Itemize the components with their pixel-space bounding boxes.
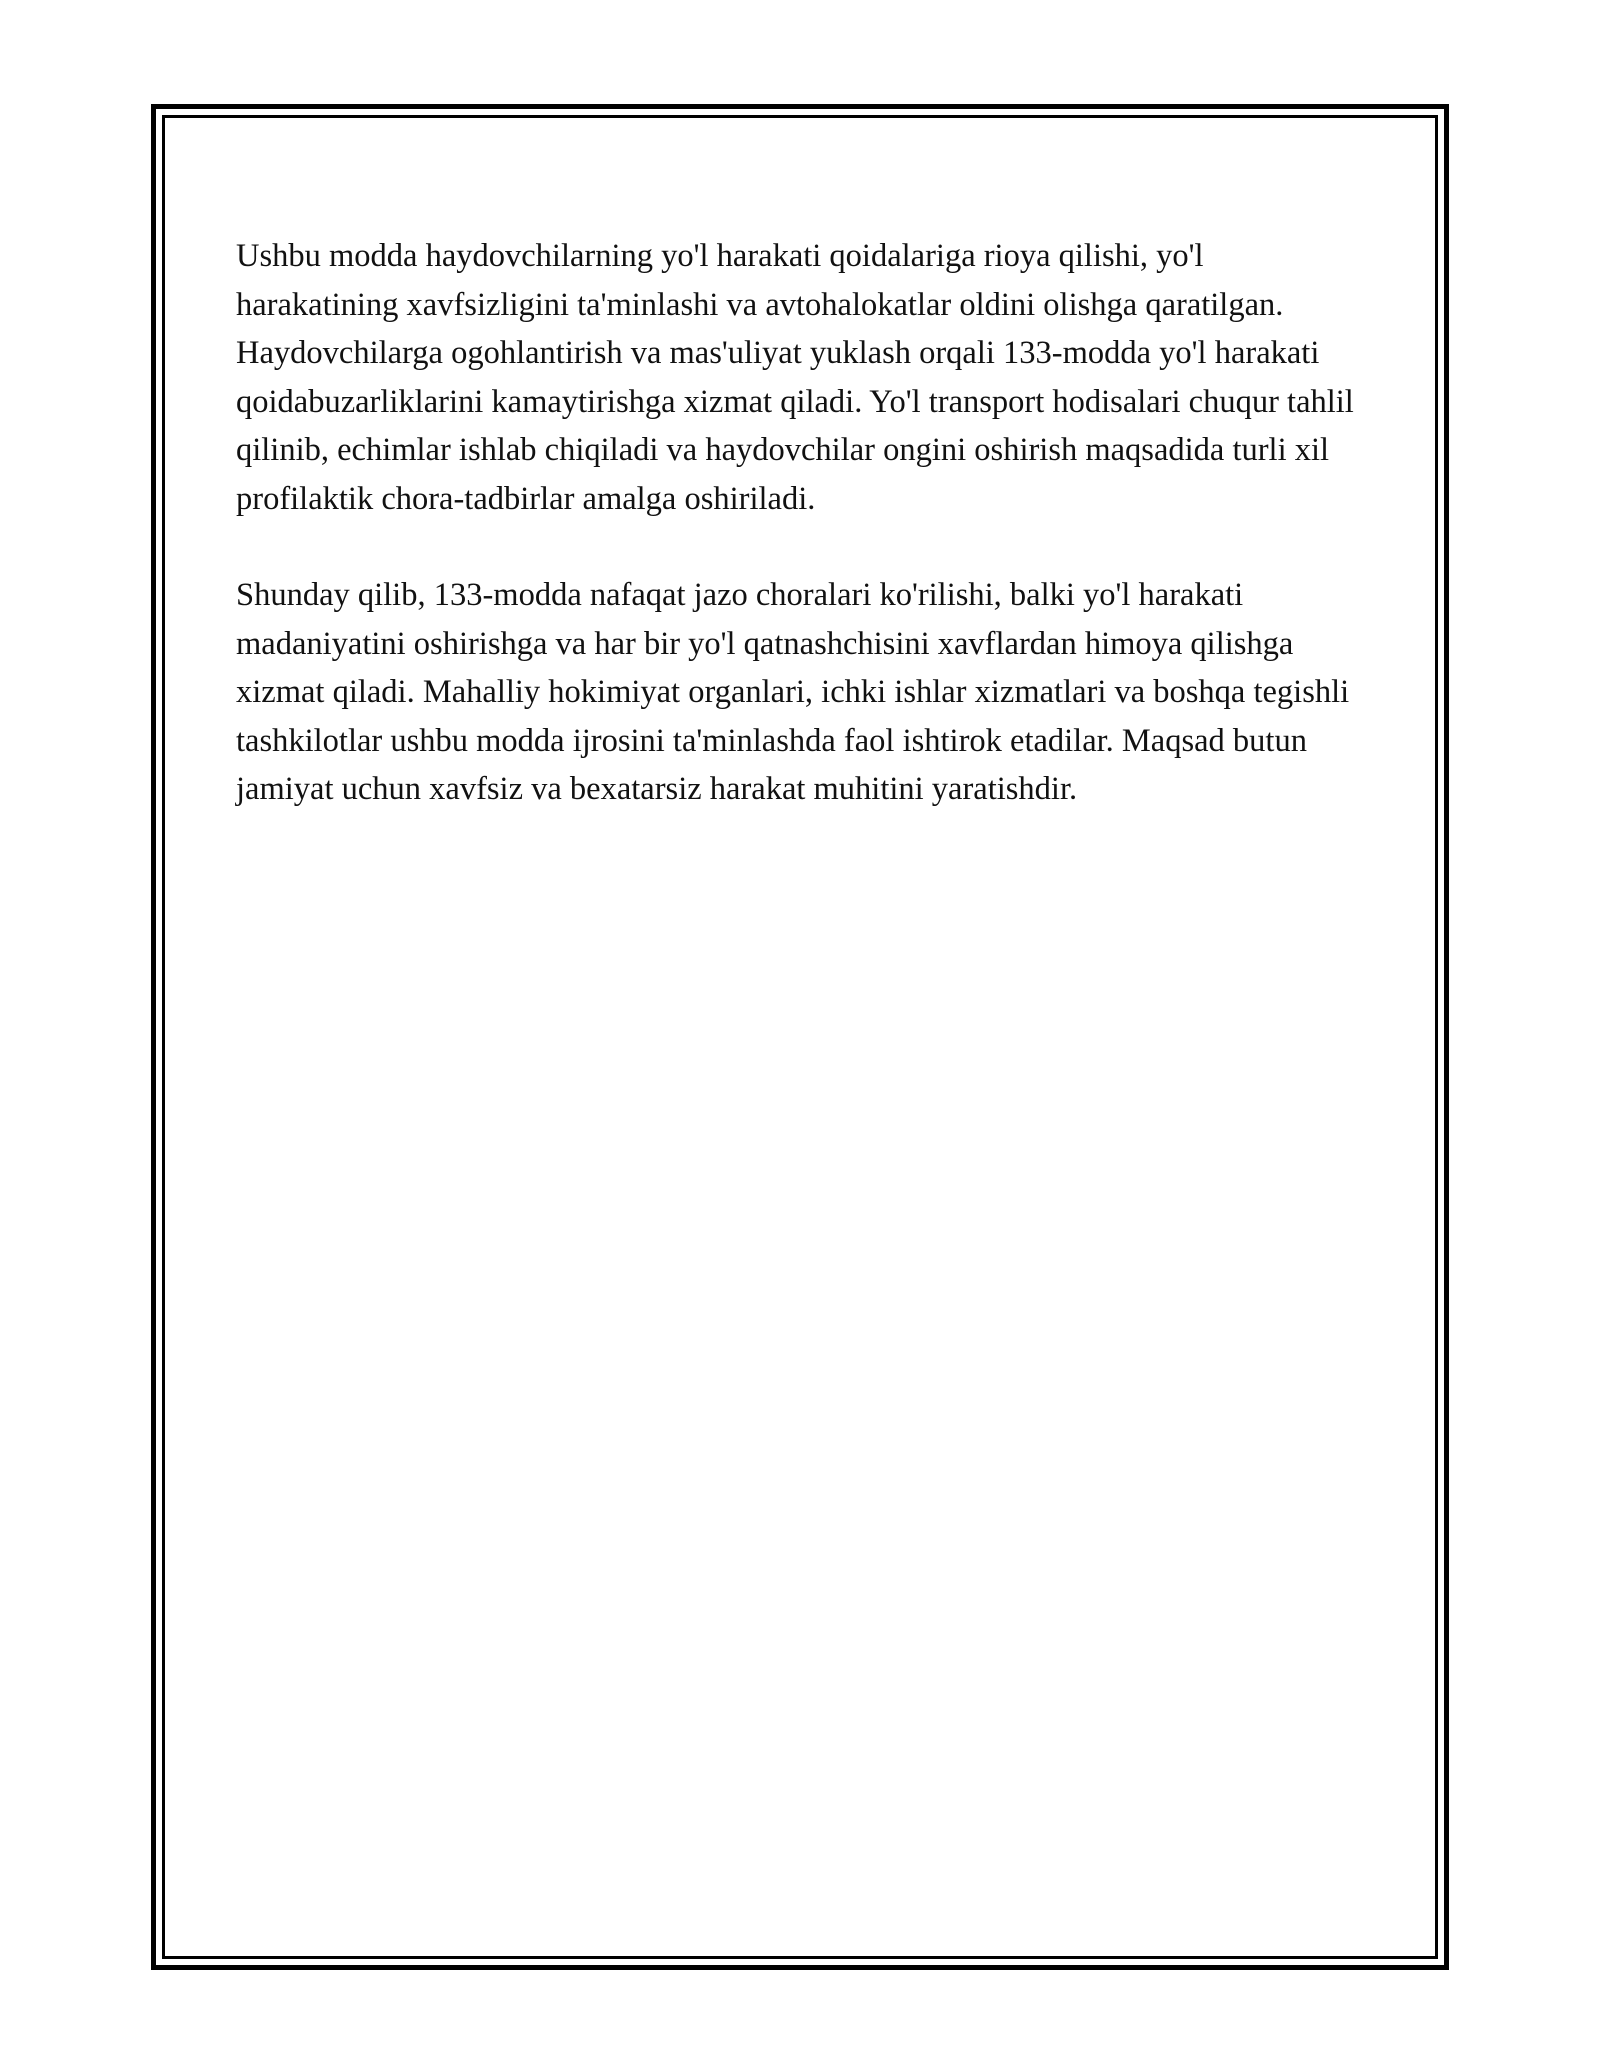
paragraph-1: Ushbu modda haydovchilarning yo'l harakati qoidalariga rioya qilishi, yo'l harakatining xavfsizligini ta'minlashi va avtohalokatlar oldini olishga qaratilgan. Haydovchilarga ogohlantirish va mas'uliyat yuklash orqali 133-modda yo'l harakati qoidabuzarliklarini kamaytirishga xizmat qiladi. Yo'l transport hodisalari chuqur tahlil qilinib, echimlar ishlab chiqiladi va haydovchilar ongini oshirish maqsadida turli xil profilaktik chora-tadbirlar amalga oshiriladi. xyxy=(236,238,1354,517)
document-body xyxy=(236,232,1356,862)
paragraph-2: Shunday qilib, 133-modda nafaqat jazo choralari ko'rilishi, balki yo'l harakati madaniyatini oshirishga va har bir yo'l qatnashchisini xavflardan himoya qilishga xizmat qiladi. Mahalliy hokimiyat organlari, ichki ishlar xizmatlari va boshqa tegishli tashkilotlar ushbu modda ijrosini ta'minlashda faol ishtirok etadilar. Maqsad butun jamiyat uchun xavfsiz va bexatarsiz harakat muhitini yaratishdir. xyxy=(236,577,1350,807)
